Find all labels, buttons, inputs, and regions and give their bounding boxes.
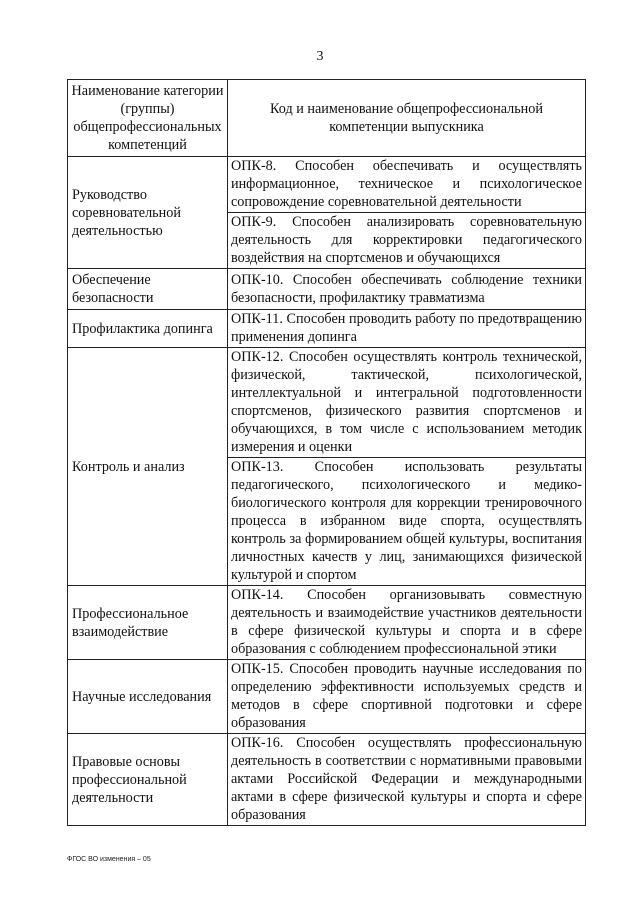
competence-cell: ОПК-9. Способен анализировать соревновательную деятельность для корректировки педагогического воздействия на спортсменов и обучающихся: [228, 213, 586, 269]
footer-note: ФГОС ВО изменения – 05: [67, 856, 151, 863]
table-row: [68, 586, 586, 660]
competence-cell: ОПК-15. Способен проводить научные исследования по определению эффективности используемых средств и методов в сфере спортивной подготовки и сфере образования: [228, 660, 586, 734]
category-cell: Руководство соревновательной деятельностью: [68, 157, 228, 269]
table-header-row: [68, 80, 586, 157]
competence-cell: ОПК-13. Способен использовать результаты педагогического, психологического и медико-биологического контроля для коррекции тренировочного процесса в избранном виде спорта, осуществлять контроль за формированием общей культуры, воспитания личностных качеств у лиц, занимающихся физической культурой и спортом: [228, 458, 586, 586]
table-row: [68, 269, 586, 310]
header-competence: Код и наименование общепрофессиональной компетенции выпускника: [228, 80, 586, 157]
category-cell: Обеспечение безопасности: [68, 269, 228, 310]
table-row: [68, 660, 586, 734]
header-category: Наименование категории (группы) общепрофессиональных компетенций: [68, 80, 228, 157]
competence-cell: ОПК-11. Способен проводить работу по предотвращению применения допинга: [228, 310, 586, 348]
category-cell: Научные исследования: [68, 660, 228, 734]
category-cell: Правовые основы профессиональной деятельности: [68, 734, 228, 826]
table-row: [68, 310, 586, 348]
table-row: [68, 734, 586, 826]
page-number: 3: [316, 49, 324, 64]
competence-cell: ОПК-16. Способен осуществлять профессиональную деятельность в соответствии с нормативными правовыми актами Российской Федерации и международными актами в сфере физической культуры и спорта и сфере образования: [228, 734, 586, 826]
category-cell: Контроль и анализ: [68, 348, 228, 586]
competencies-table: [67, 79, 586, 826]
table-row: [68, 157, 586, 213]
competence-cell: ОПК-12. Способен осуществлять контроль технической, физической, тактической, психологической, интеллектуальной и интегральной подготовленности спортсменов, физического развития спортсменов и обучающихся, в том числе с использованием методик измерения и оценки: [228, 348, 586, 458]
category-cell: Профессиональное взаимодействие: [68, 586, 228, 660]
competence-cell: ОПК-8. Способен обеспечивать и осуществлять информационное, техническое и психологическое сопровождение соревновательной деятельности: [228, 157, 586, 213]
competence-cell: ОПК-10. Способен обеспечивать соблюдение техники безопасности, профилактику травматизма: [228, 269, 586, 310]
competence-cell: ОПК-14. Способен организовывать совместную деятельность и взаимодействие участников деятельности в сфере физической культуры и спорта и в сфере образования с соблюдением профессиональной этики: [228, 586, 586, 660]
table-row: [68, 348, 586, 458]
category-cell: Профилактика допинга: [68, 310, 228, 348]
